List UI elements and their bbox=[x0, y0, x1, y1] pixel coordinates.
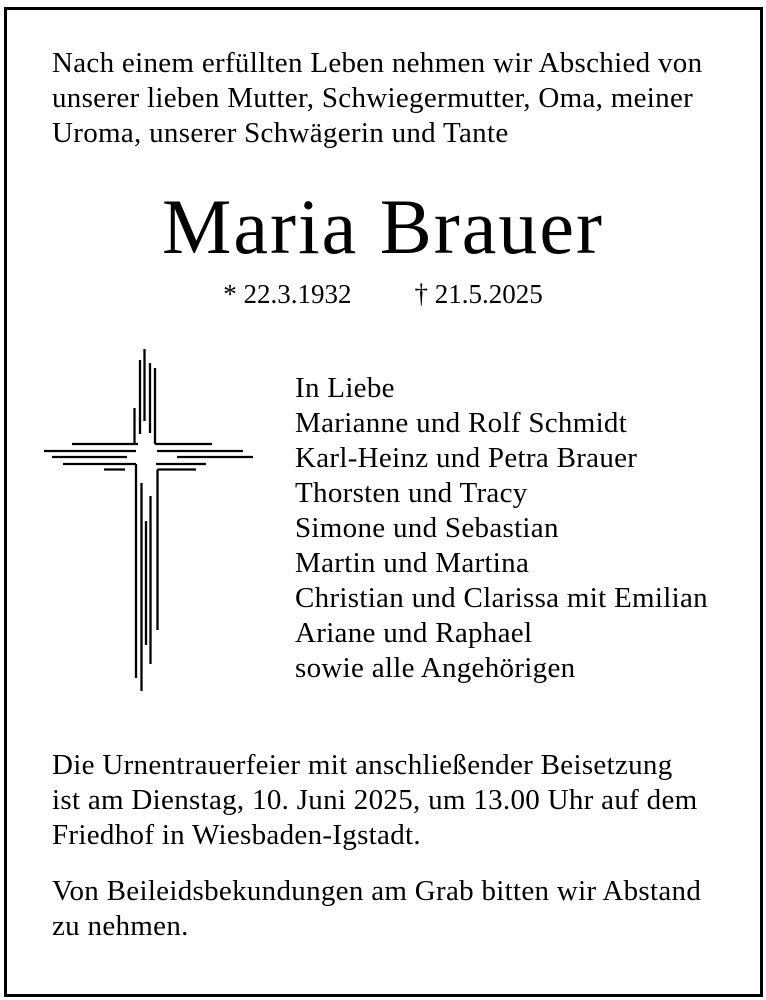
funeral-line: Friedhof in Wiesbaden-Igstadt. bbox=[52, 819, 421, 851]
mourner-line: Karl-Heinz und Petra Brauer bbox=[295, 442, 638, 474]
mourner-line: Marianne und Rolf Schmidt bbox=[295, 407, 628, 439]
birth-date: * 22.3.1932 bbox=[223, 279, 352, 309]
intro-line: unserer lieben Mutter, Schwiegermutter, Oma, meiner bbox=[52, 82, 694, 114]
funeral-line: Die Urnentrauerfeier mit anschließender Beisetzung bbox=[52, 749, 673, 781]
death-date: † 21.5.2025 bbox=[414, 279, 543, 309]
deceased-name: Maria Brauer bbox=[162, 183, 604, 270]
life-dates bbox=[0, 279, 766, 310]
intro-line: Nach einem erfüllten Leben nehmen wir Abschied von bbox=[52, 47, 703, 79]
intro-text bbox=[52, 46, 702, 151]
mourner-line: Christian und Clarissa mit Emilian bbox=[295, 582, 708, 614]
mourner-line: Thorsten und Tracy bbox=[295, 477, 528, 509]
funeral-line: ist am Dienstag, 10. Juni 2025, um 13.00 Uhr auf dem bbox=[52, 784, 698, 816]
mourner-line: In Liebe bbox=[295, 372, 395, 404]
mourner-line: Ariane und Raphael bbox=[295, 617, 533, 649]
funeral-info bbox=[52, 748, 697, 853]
condolence-note bbox=[52, 874, 701, 944]
condolence-line: zu nehmen. bbox=[52, 910, 189, 942]
mourner-line: Simone und Sebastian bbox=[295, 512, 559, 544]
mourners-list bbox=[295, 371, 708, 686]
mourner-line: Martin und Martina bbox=[295, 547, 530, 579]
condolence-line: Von Beileidsbekundungen am Grab bitten wir Abstand bbox=[52, 875, 702, 907]
memorial-cross-icon bbox=[44, 345, 254, 695]
intro-line: Uroma, unserer Schwägerin und Tante bbox=[52, 117, 509, 149]
mourner-line: sowie alle Angehörigen bbox=[295, 652, 576, 684]
